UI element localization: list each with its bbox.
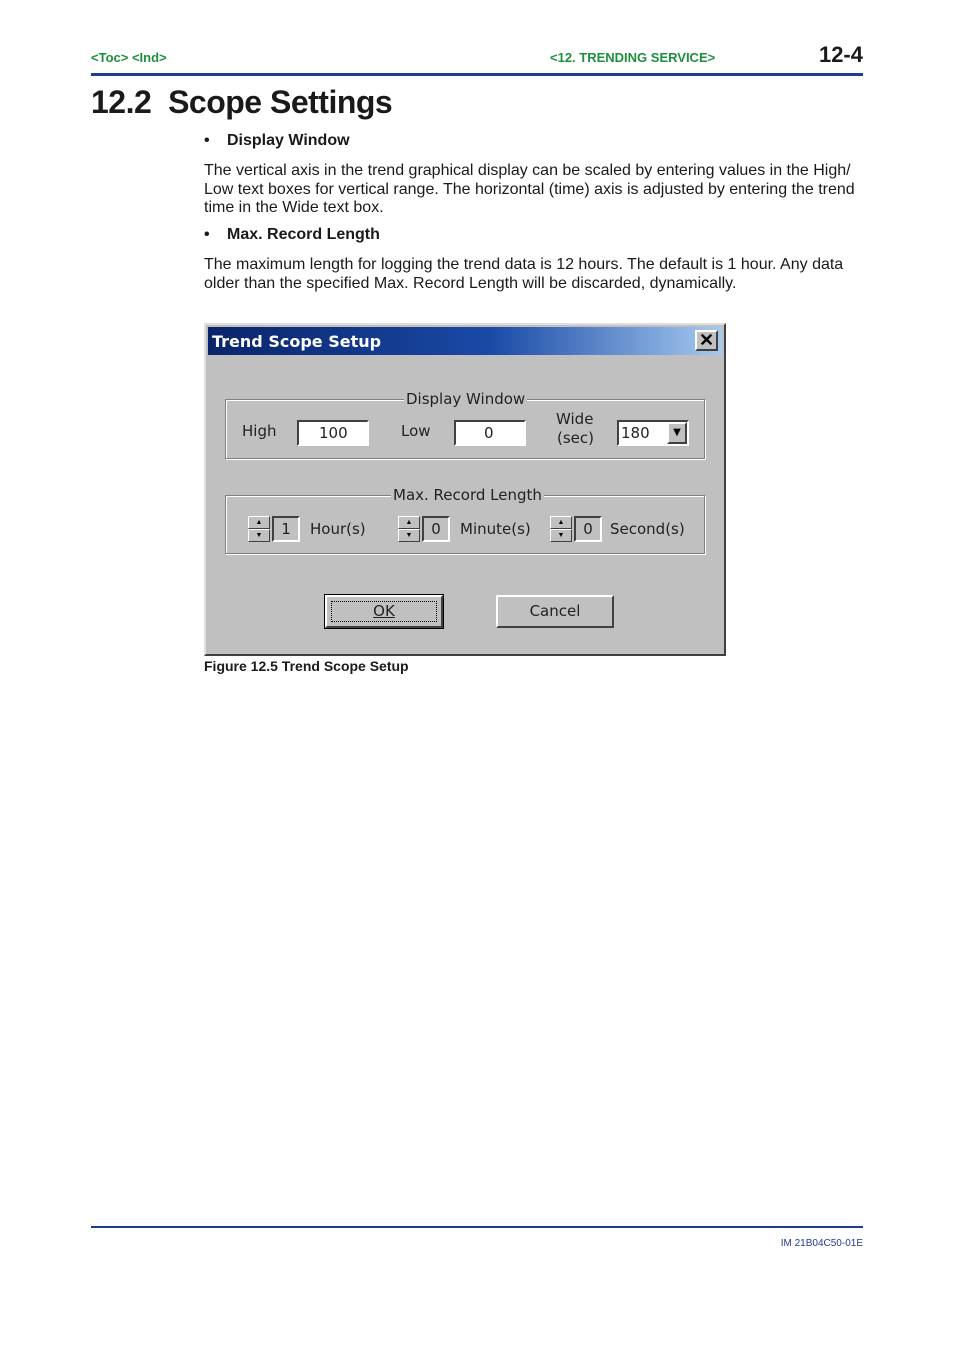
spin-down-icon[interactable]: ▼ bbox=[398, 529, 420, 542]
wide-select[interactable] bbox=[617, 420, 689, 446]
close-icon: ✕ bbox=[698, 330, 715, 350]
spin-up-icon[interactable]: ▲ bbox=[550, 516, 572, 529]
low-label: Low bbox=[401, 422, 431, 440]
section-title: 12.2 Scope Settings bbox=[91, 84, 393, 120]
bullet-max-record-length bbox=[204, 226, 380, 244]
chevron-down-icon[interactable]: ▼ bbox=[667, 422, 687, 444]
spin-up-icon[interactable]: ▲ bbox=[398, 516, 420, 529]
hours-label: Hour(s) bbox=[310, 520, 366, 538]
close-button[interactable] bbox=[695, 330, 718, 351]
wide-label: Wide bbox=[556, 410, 594, 428]
max-record-length-group bbox=[225, 486, 705, 554]
cancel-button-label: Cancel bbox=[529, 602, 581, 620]
seconds-input[interactable]: 0 bbox=[574, 516, 602, 542]
high-input[interactable]: 100 bbox=[297, 420, 369, 446]
spin-down-icon[interactable]: ▼ bbox=[248, 529, 270, 542]
bullet-heading: Display Window bbox=[227, 132, 350, 149]
dialog-titlebar[interactable] bbox=[208, 327, 722, 355]
seconds-label: Second(s) bbox=[610, 520, 685, 538]
page-number: 12-4 bbox=[818, 42, 863, 67]
minutes-input[interactable]: 0 bbox=[422, 516, 450, 542]
trend-scope-setup-dialog bbox=[204, 323, 726, 656]
focus-ring bbox=[331, 601, 437, 622]
wide-select-value: 180 bbox=[621, 424, 650, 442]
bullet-heading: Max. Record Length bbox=[227, 226, 380, 243]
figure-caption: Figure 12.5 Trend Scope Setup bbox=[204, 658, 409, 674]
display-window-legend: Display Window bbox=[406, 390, 526, 408]
bullet-display-window bbox=[204, 132, 350, 150]
ok-button-label: OK bbox=[373, 602, 395, 620]
spin-up-icon[interactable]: ▲ bbox=[248, 516, 270, 529]
seconds-spinner[interactable] bbox=[550, 516, 572, 542]
cancel-button[interactable] bbox=[496, 595, 614, 628]
document-id: IM 21B04C50-01E bbox=[780, 1238, 863, 1249]
bullet-marker: • bbox=[204, 132, 210, 149]
header-rule bbox=[91, 73, 863, 76]
max-record-length-legend: Max. Record Length bbox=[393, 486, 542, 504]
dialog-title: Trend Scope Setup bbox=[212, 332, 382, 351]
spin-down-icon[interactable]: ▼ bbox=[550, 529, 572, 542]
high-label: High bbox=[242, 422, 277, 440]
paragraph-max-record-length: The maximum length for logging the trend data is 12 hours. The default is 1 hour. Any data older than the specified Max. Record Length will be discarded, dynamically. bbox=[204, 256, 844, 292]
minutes-label: Minute(s) bbox=[460, 520, 531, 538]
header-toc-links[interactable]: <Toc> <Ind> bbox=[91, 50, 167, 65]
hours-spinner[interactable] bbox=[248, 516, 270, 542]
hours-input[interactable]: 1 bbox=[272, 516, 300, 542]
display-window-group bbox=[225, 390, 705, 459]
paragraph-display-window: The vertical axis in the trend graphical display can be scaled by entering values in the High/ Low text boxes for vertical range. The horizontal (time) axis is adjusted by entering the trend time in the Wide text box. bbox=[204, 162, 855, 216]
bullet-marker: • bbox=[204, 226, 210, 243]
low-input[interactable]: 0 bbox=[454, 420, 526, 446]
wide-unit-label: (sec) bbox=[557, 429, 594, 447]
header-chapter-link[interactable]: <12. TRENDING SERVICE> bbox=[550, 50, 716, 65]
minutes-spinner[interactable] bbox=[398, 516, 420, 542]
footer-rule bbox=[91, 1226, 863, 1228]
ok-button[interactable] bbox=[325, 595, 443, 628]
